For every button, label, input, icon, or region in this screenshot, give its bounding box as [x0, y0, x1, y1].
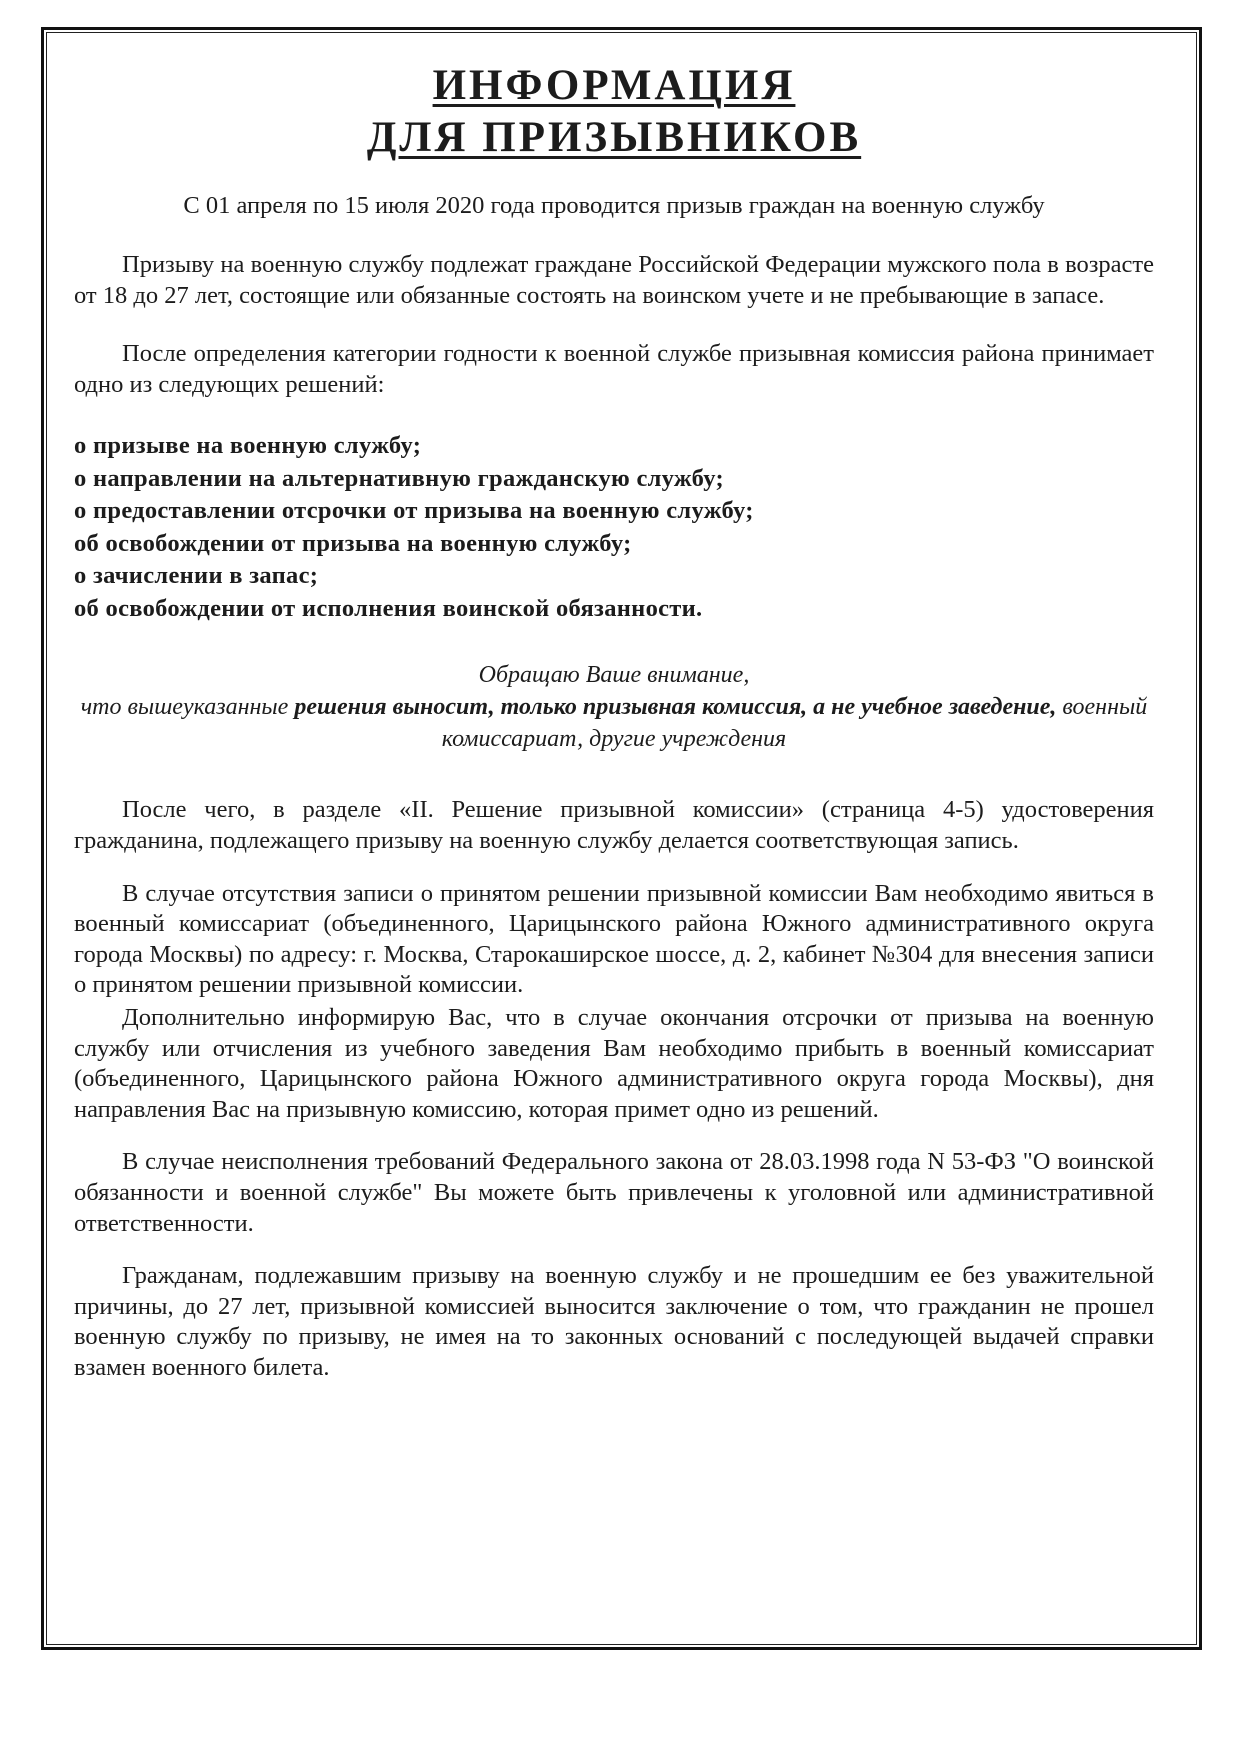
attention-note	[74, 659, 1154, 755]
paragraph-record: После чего, в разделе «II. Решение призывной комиссии» (страница 4-5) удостоверения гражданина, подлежащего призыву на военную службу делается соответствующая запись.	[74, 796, 1154, 854]
conscription-period: С 01 апреля по 15 июля 2020 года проводится призыв граждан на военную службу	[183, 192, 1045, 219]
paragraph-conclusion: Гражданам, подлежавшим призыву на военную службу и не прошедшим ее без уважительной причины, до 27 лет, призывной комиссией выносится заключение о том, что гражданин не прошел военную службу по призыву, не имея на то законных оснований с последующей выдачей справки взамен военного билета.	[74, 1262, 1154, 1381]
note-line-1: Обращаю Ваше внимание,	[478, 662, 750, 689]
note-text-1: что вышеуказанные	[80, 694, 295, 721]
paragraph-missing-record: В случае отсутствия записи о принятом решении призывной комиссии Вам необходимо явиться в военный комиссариат (объединенного, Царицынского района Южного административного округа города Москвы) по адресу: г. Москва, Старокаширское шоссе, д. 2, кабинет №304 для внесения записи о принятом решении призывной комиссии.	[74, 879, 1154, 999]
note-bold-text: решения выносит, только призывная комиссия, а не учебное заведение,	[294, 694, 1057, 721]
decisions-list	[74, 430, 1154, 625]
title-line-1: ИНФОРМАЦИЯ	[432, 62, 796, 109]
paragraph-deferment-end: Дополнительно информирую Вас, что в случае окончания отсрочки от призыва на военную службу или отчисления из учебного заведения Вам необходимо прибыть в военный комиссариат (объединенного, Царицынского района Южного административного округа города Москвы), дня направления Вас на призывную комиссию, которая примет одно из решений.	[74, 1003, 1154, 1123]
decision-item: об освобождении от исполнения воинской обязанности.	[74, 594, 703, 622]
document-content	[74, 60, 1154, 1383]
decision-item: о направлении на альтернативную гражданскую службу;	[74, 464, 724, 492]
decision-item: о призыве на военную службу;	[74, 432, 422, 460]
note-text-2: военный комиссариат, другие учреждения	[441, 694, 1148, 753]
decision-item: о предоставлении отсрочки от призыва на военную службу;	[74, 497, 754, 525]
paragraph-liability: В случае неисполнения требований Федерального закона от 28.03.1998 года N 53-ФЗ "О воинской обязанности и военной службе" Вы можете быть привлечены к уголовной или административной ответственности.	[74, 1148, 1154, 1237]
title-line-2: ДЛЯ ПРИЗЫВНИКОВ	[366, 114, 862, 161]
decision-item: об освобождении от призыва на военную службу;	[74, 529, 632, 557]
decision-item: о зачислении в запас;	[74, 562, 319, 590]
paragraph-decisions-intro: После определения категории годности к военной службе призывная комиссия района принимает одно из следующих решений:	[74, 340, 1154, 398]
document-title	[74, 60, 1154, 164]
paragraph-eligibility: Призыву на военную службу подлежат граждане Российской Федерации мужского пола в возрасте от 18 до 27 лет, состоящие или обязанные состоять на воинском учете и не пребывающие в запасе.	[74, 251, 1154, 309]
